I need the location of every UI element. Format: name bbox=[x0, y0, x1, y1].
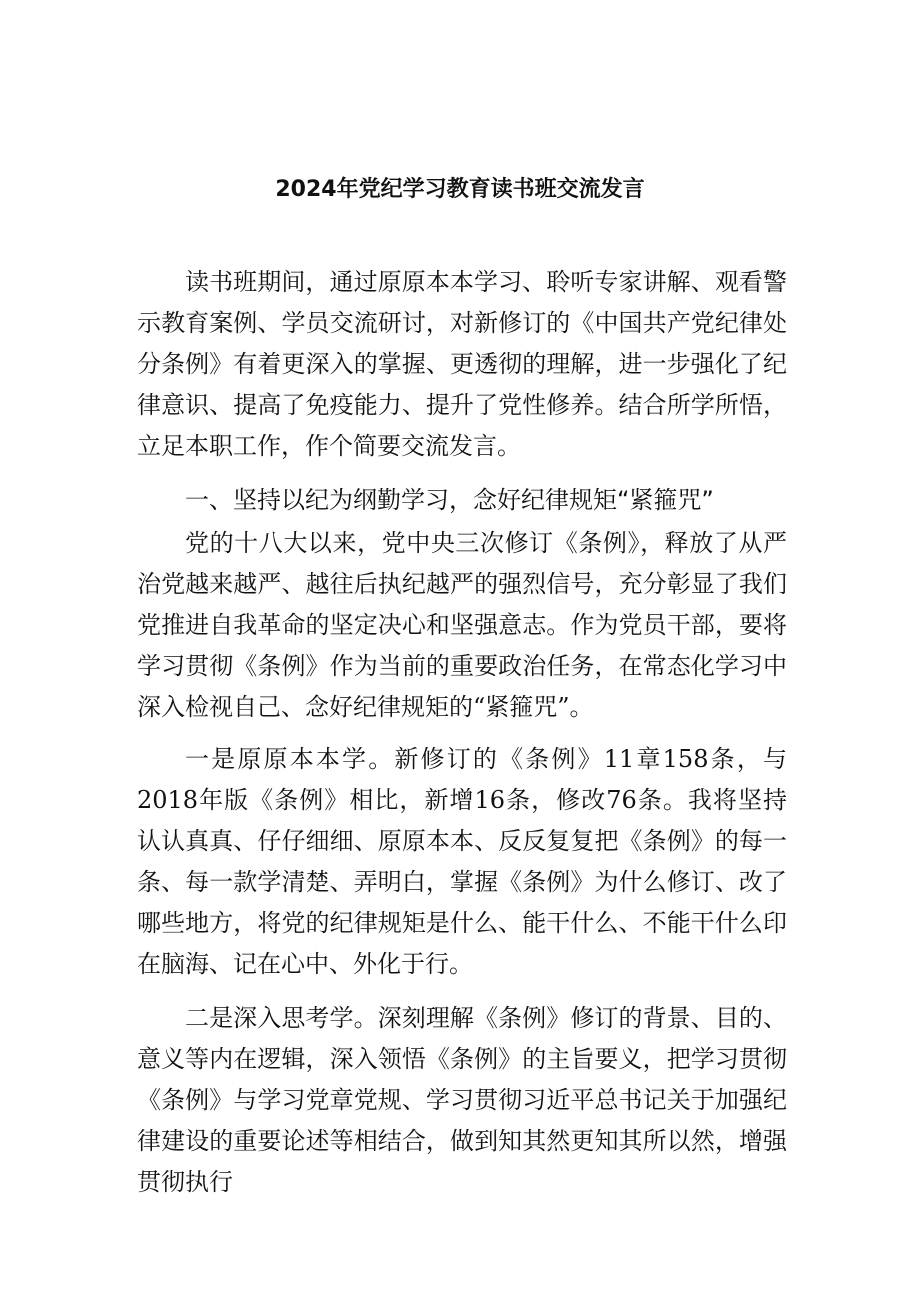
paragraph-point-2: 二是深入思考学。深刻理解《条例》修订的背景、目的、意义等内在逻辑，深入领悟《条例》的主旨要义，把学习贯彻《条例》与学习党章党规、学习贯彻习近平总书记关于加强纪律建设的重要论述等相结合，做到知其然更知其所以然，增强贯彻执行 bbox=[137, 1004, 787, 1196]
document-title: 2024年党纪学习教育读书班交流发言 bbox=[275, 177, 645, 202]
section-heading-1: 一、坚持以纪为纲勤学习，念好纪律规矩“紧箍咒” bbox=[185, 486, 714, 514]
paragraph-point-1: 一是原原本本学。新修订的《条例》11章158条，与2018年版《条例》相比，新增16条，修改76条。我将坚持认认真真、仔仔细细、原原本本、反反复复把《条例》的每一条、每一款学清楚、弄明白，掌握《条例》为什么修订、改了哪些地方，将党的纪律规矩是什么、能干什么、不能干什么印在脑海、记在心中、外化于行。 bbox=[137, 745, 787, 978]
paragraph-intro: 读书班期间，通过原原本本学习、聆听专家讲解、观看警示教育案例、学员交流研讨，对新修订的《中国共产党纪律处分条例》有着更深入的掌握、更透彻的理解，进一步强化了纪律意识、提高了免疫能力、提升了党性修养。结合所学所悟，立足本职工作，作个简要交流发言。 bbox=[137, 268, 787, 460]
paragraph-section-1: 党的十八大以来，党中央三次修订《条例》，释放了从严治党越来越严、越往后执纪越严的强烈信号，充分彰显了我们党推进自我革命的坚定决心和坚强意志。作为党员干部，要将学习贯彻《条例》作为当前的重要政治任务，在常态化学习中深入检视自己、念好纪律规矩的“紧箍咒”。 bbox=[137, 529, 787, 721]
